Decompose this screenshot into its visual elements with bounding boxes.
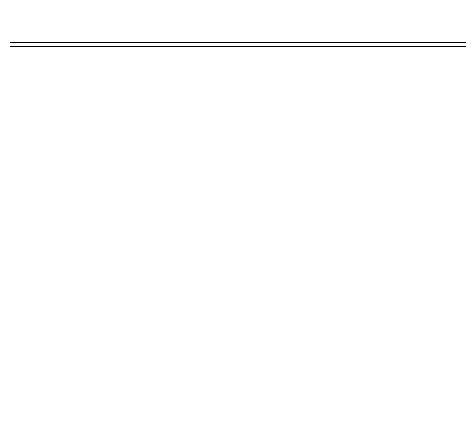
article-line [8,428,468,437]
headline-rule-secondary [10,46,466,47]
article-line [8,197,468,214]
article-line [8,378,468,395]
article-line [8,296,468,313]
article-line [8,81,468,98]
article-line [8,131,468,148]
article-line [8,411,468,428]
article-line [8,329,468,346]
article-line [8,98,468,115]
article-line [8,147,468,164]
article-line [8,65,468,82]
article-line [8,263,468,280]
article-line [8,312,468,329]
article-line [8,180,468,197]
headline-rule [10,42,466,43]
article-body [8,48,468,436]
article-line [8,362,468,379]
article-line [8,395,468,412]
article-line [8,213,468,230]
article-line [8,279,468,296]
article-line [8,345,468,362]
article-line [8,114,468,131]
article-line [8,246,468,263]
headline [0,8,474,42]
article-line [8,48,468,65]
article-line [8,164,468,181]
article-line [8,230,468,247]
